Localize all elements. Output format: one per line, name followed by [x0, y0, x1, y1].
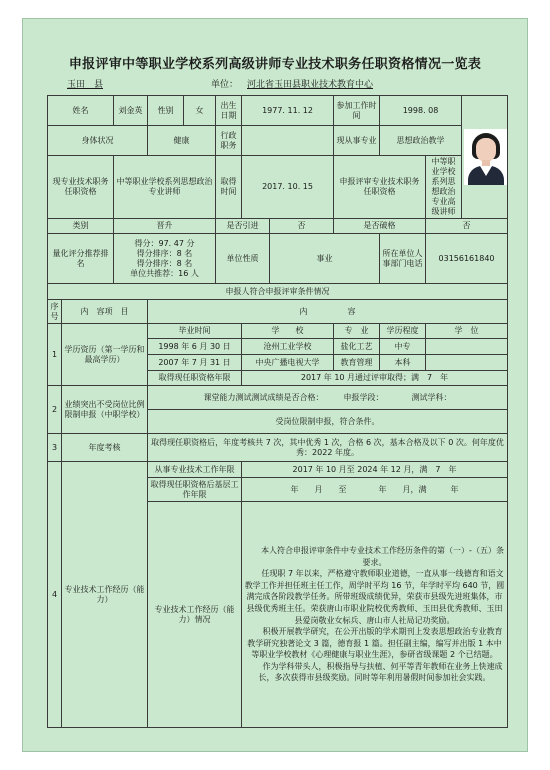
row2-test-line: 课堂能力测试测试成绩是否合格： 申报学段： 测试学科：: [148, 386, 508, 410]
grassroots-label: 取得现任职资格后基层工作年限: [148, 478, 242, 502]
portrait-photo-icon: [464, 129, 508, 185]
qualification-table: [47, 95, 508, 728]
edu-head-school: 学 校: [242, 324, 334, 339]
row2-no: 2: [48, 386, 62, 434]
unit-nature-label: 单位性质: [216, 234, 270, 284]
health-value: 健康: [148, 126, 216, 156]
admin-post-label: 行政职务: [216, 126, 242, 156]
exceptional-label: 是否破格: [334, 219, 426, 234]
county-name: 玉田 县: [67, 80, 104, 90]
edu-head-date: 毕业时间: [148, 324, 242, 339]
form-title: 申报评审中等职业学校系列高级讲师专业技术职务任职资格情况一览表: [68, 57, 482, 72]
row2-limit-line: 受岗位限制申报，符合条件。: [148, 410, 508, 434]
qual-years-value: 2017 年 10 月通过评审取得；满 7 年: [242, 371, 508, 386]
major-value: 思想政治教学: [380, 126, 462, 156]
col-head-content: 内 容: [148, 300, 508, 324]
birth-value: 1977. 11. 12: [242, 96, 334, 126]
edu-1-major: 盐化工艺: [334, 339, 380, 355]
unit-nature-value: 事业: [270, 234, 380, 284]
introduced-value: 否: [270, 219, 334, 234]
apply-title-label: 申报评审专业技术职务任职资格: [334, 156, 426, 219]
unit-name: 河北省玉田县职业技术教育中心: [247, 80, 374, 90]
edu-head-degree: 学 位: [426, 324, 508, 339]
annual-review-text: 取得现任职资格后，年度考核共 7 次，其中优秀 1 次，合格 6 次，基本合格及以下 0 次。何年度优秀：2022 年度。: [148, 434, 508, 462]
grassroots-value: 年 月 至 年 月，满 年: [242, 478, 508, 502]
current-title-value: 中等职业学校系列思想政治 专业讲师: [114, 156, 216, 219]
experience-label: 专业技术工作经历（能力）情况: [148, 502, 242, 728]
experience-para-3: 积极开展教学研究，在公开出版的学术期刊上发表思想政治专业教育教学研究独著论文 3 篇，德育报 1 篇。担任副主编，编写并出版 1 本中等职业学校教材《心理健康与职业生涯》，参研省级课题 2 个已结题。: [247, 627, 503, 660]
obtain-date-label: 取得时间: [216, 156, 242, 219]
section-title: 申报人符合申报评审条件情况: [48, 284, 508, 300]
hr-phone-label: 所在单位人事部门电话: [380, 234, 426, 284]
rank-value-b: 得分排序：8 名: [136, 258, 193, 268]
admin-post-value: [242, 126, 334, 156]
name-value: 刘金英: [114, 96, 148, 126]
health-label: 身体状况: [48, 126, 148, 156]
score-value: 得分：97. 47 分: [134, 238, 195, 248]
qual-years-label: 取得现任职资格年限: [148, 371, 242, 386]
rank-value-a: 得分排序：8 名: [136, 248, 193, 258]
form-sheet: [22, 18, 528, 752]
row3-no: 3: [48, 434, 62, 462]
edu-2-school: 中央广播电视大学: [242, 355, 334, 371]
row2-item: 业绩突出不受岗位比例限制申报（中职学校）: [62, 386, 148, 434]
work-start-label: 参加工作时间: [334, 96, 380, 126]
name-label: 姓名: [48, 96, 114, 126]
gender-value: 女: [184, 96, 216, 126]
major-label: 现从事专业: [334, 126, 380, 156]
birth-label: 出生日期: [216, 96, 242, 126]
work-years-value: 2017 年 10 月至 2024 年 12 月，满 7 年: [242, 462, 508, 478]
work-years-label: 从事专业技术工作年限: [148, 462, 242, 478]
introduced-label: 是否引进: [216, 219, 270, 234]
unit-line: [61, 77, 501, 91]
edu-1-date: 1998 年 6 月 30 日: [148, 339, 242, 355]
experience-para-1: 本人符合申报评审条件中专业技术工作经历条件的第（一）-（五）条要求。: [261, 545, 504, 567]
edu-1-level: 中专: [380, 339, 426, 355]
hr-phone-value: 03156161840: [426, 234, 508, 284]
recommend-count: 单位共推荐：16 人: [130, 268, 199, 278]
row1-no: 1: [48, 324, 62, 386]
row1-item: 学历资历（第一学历和最高学历）: [62, 324, 148, 386]
edu-head-major: 专 业: [334, 324, 380, 339]
score-rank-label: 量化评分推荐排名: [48, 234, 114, 284]
category-value: 晋升: [114, 219, 216, 234]
gender-label: 性别: [148, 96, 184, 126]
experience-text: [242, 502, 508, 728]
edu-2-date: 2007 年 7 月 31 日: [148, 355, 242, 371]
col-head-item: 内 容项 目: [62, 300, 148, 324]
row3-item: 年度考核: [62, 434, 148, 462]
experience-para-4: 作为学科带头人，积极指导与扶植、何平等青年教师在业务上快速成长，多次获得市县级奖励。同时等年利用暑假时间参加社会实践。: [258, 661, 503, 683]
row4-no: 4: [48, 462, 62, 728]
edu-2-level: 本科: [380, 355, 426, 371]
apply-title-value: 中等职业学校系列思想政治 专业高级讲师: [426, 156, 462, 219]
current-title-label: 现专业技术职务任职资格: [48, 156, 114, 219]
edu-head-level: 学历程度: [380, 324, 426, 339]
col-head-no: 序号: [48, 300, 62, 324]
edu-1-school: 沧州工业学校: [242, 339, 334, 355]
exceptional-value: 否: [426, 219, 508, 234]
unit-label: 单位：: [211, 80, 239, 90]
photo-cell: [462, 96, 508, 219]
score-block: [114, 234, 216, 284]
edu-1-degree: [426, 339, 508, 355]
edu-2-major: 教育管理: [334, 355, 380, 371]
row4-item: 专业技术工作经历（能力）: [62, 462, 148, 728]
work-start-value: 1998. 08: [380, 96, 462, 126]
category-label: 类别: [48, 219, 114, 234]
edu-2-degree: [426, 355, 508, 371]
obtain-date-value: 2017. 10. 15: [242, 156, 334, 219]
experience-para-2: 任现职 7 年以来，严格遵守教师职业道德，一直从事一线德育和语文教学工作并担任班主任工作，周学时平均 16 节，年学时平均 640 节，圆满完成各阶段教学任务。所带班级成绩优异，荣获市县级先进班集体，市县级优秀班主任。荣获唐山市职业院校优秀教师、玉田县优秀教师、玉田县爱岗敬业女标兵、唐山市人社局记功奖励。: [244, 569, 505, 625]
